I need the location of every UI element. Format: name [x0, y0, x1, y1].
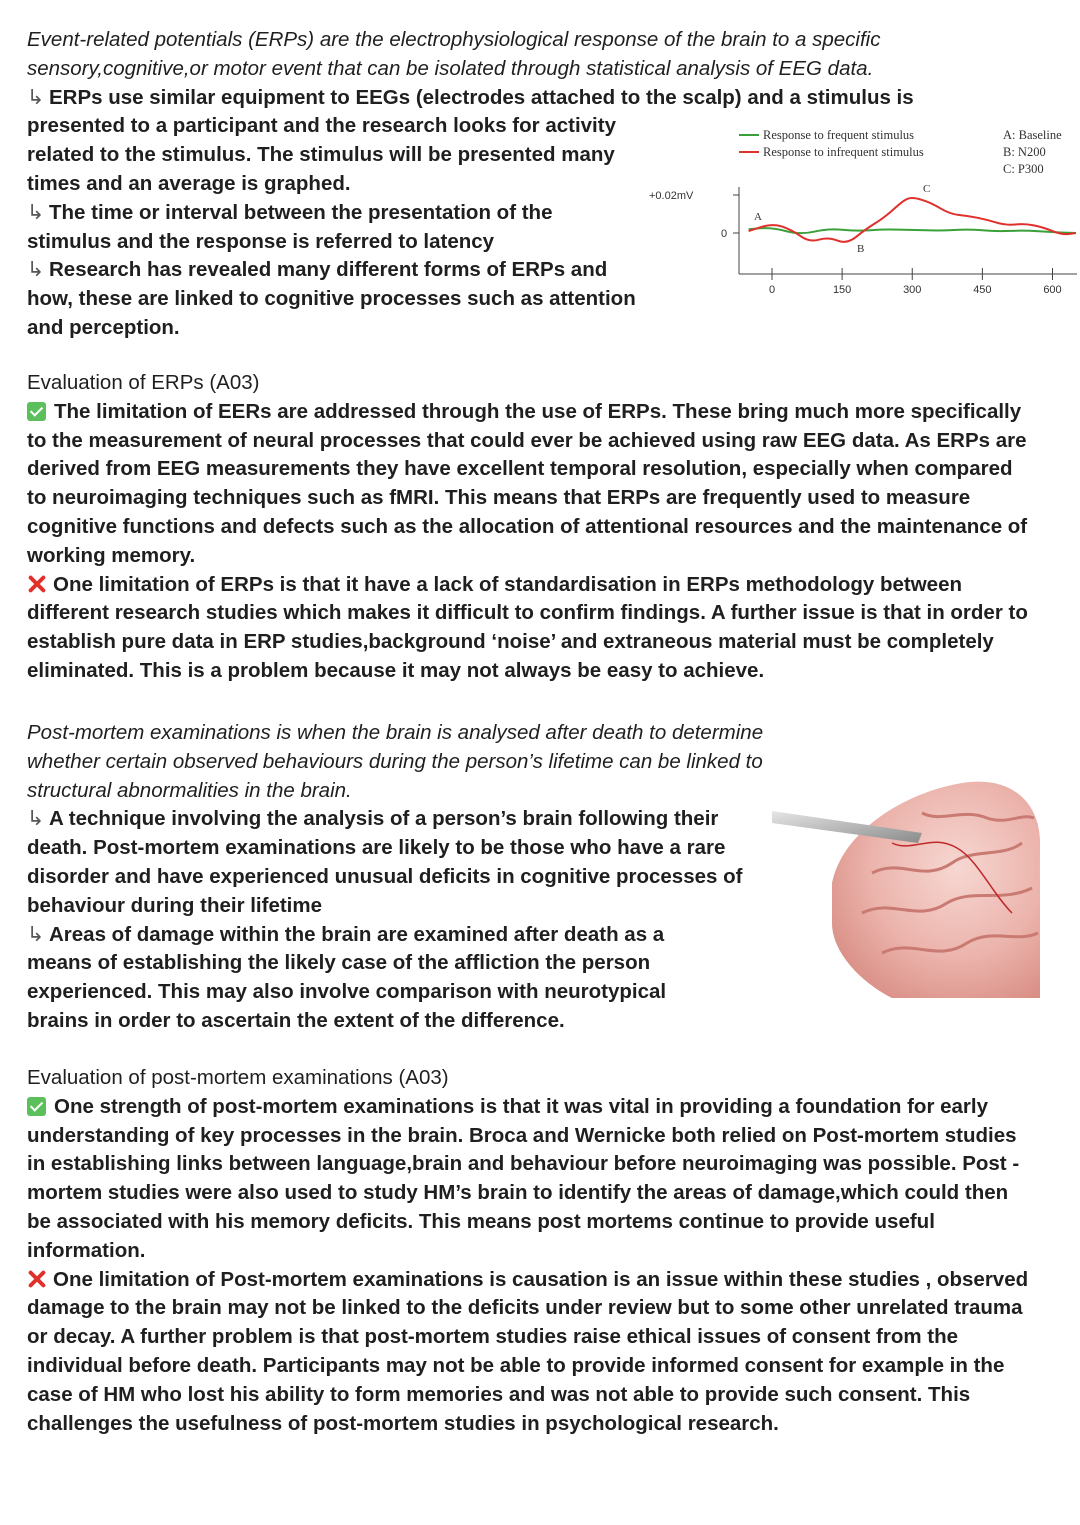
erp-point-3: ↳ Research has revealed many different forms of ERPs and how, these are linked to cognitive processes such as attention and perception. — [27, 258, 636, 339]
erp-point-2: ↳ The time or interval between the presentation of the stimulus and the response is referred to latency — [27, 200, 553, 253]
point-label-c: C — [923, 183, 931, 195]
arrow-icon: ↳ — [27, 85, 45, 109]
pm-evaluation-section — [27, 1064, 1037, 1438]
x-tick-label: 150 — [832, 284, 852, 296]
post-mortem-section — [27, 719, 787, 1036]
legend-frequent: Response to frequent stimulus — [763, 128, 915, 142]
cross-icon — [27, 1269, 47, 1289]
erp-eval-strength: The limitation of EERs are addressed through the use of ERPs. These bring much more specifically to the measurement of neural processes that could ever be achieved using raw EEG data. As ERPs are derived from EEG measurements they have excellent temporal resolution, especially when compared to neuroimaging techniques such as fMRI. This means that ERPs are frequently used to measure cognitive functions and defects such as the allocation of attentional resources and the maintenance of working memory. — [27, 399, 1028, 567]
y-axis-label: +0.02mV — [649, 190, 694, 202]
pm-intro: Post-mortem examinations is when the brain is analysed after death to determine whether certain observed behaviours during the person’s lifetime can be linked to structural abnormalities in the brain. — [27, 721, 764, 802]
point-label-b: B — [857, 243, 865, 255]
key-a: A: Baseline — [1003, 128, 1062, 142]
brain-dissection-image — [772, 763, 1042, 998]
erp-evaluation-section — [27, 369, 1037, 686]
pm-point-2: ↳ Areas of damage within the brain are examined after death as a means of establishing the likely case of the affliction the person experienced. This may also involve comparison with neurotypical brains in order to ascertain the extent of the difference. — [27, 922, 667, 1032]
check-icon — [27, 1097, 46, 1116]
erp-point-1-cont: presented to a participant and the research looks for activity related to the stimulus. The stimulus will be presented many times and an average is graphed. — [27, 114, 616, 195]
pm-point-1: ↳ A technique involving the analysis of a person’s brain following their death. Post-mortem examinations are likely to be those who have a rare disorder and have experienced unusual deficits in cognitive processes of behaviour during their lifetime — [27, 807, 743, 917]
y-zero-label: 0 — [721, 228, 728, 240]
erp-eval-limitation: One limitation of ERPs is that it have a lack of standardisation in ERPs methodology between different research studies which makes it difficult to confirm findings. A further issue is that in order to establish pure data in ERP studies,background ‘noise’ and extraneous material must be completely eliminated. This is a problem because it may not always be easy to achieve. — [27, 572, 1028, 682]
check-icon — [27, 402, 46, 421]
erp-intro: Event-related potentials (ERPs) are the electrophysiological response of the brain to a specific sensory,cognitive,or motor event that can be isolated through statistical analysis of EEG data. — [27, 28, 881, 80]
arrow-icon: ↳ — [27, 922, 45, 946]
erp-waveform-chart — [647, 122, 1080, 302]
arrow-icon: ↳ — [27, 258, 45, 282]
x-ticks — [769, 268, 1062, 296]
key-c: C: P300 — [1003, 162, 1044, 176]
x-tick-label: 450 — [973, 284, 992, 296]
x-tick-label: 300 — [903, 284, 922, 296]
arrow-icon: ↳ — [27, 807, 45, 831]
arrow-icon: ↳ — [27, 200, 45, 224]
pm-eval-heading: Evaluation of post-mortem examinations (A03) — [27, 1066, 449, 1089]
series-infrequent-line — [749, 198, 1076, 242]
erp-eval-heading: Evaluation of ERPs (A03) — [27, 371, 260, 394]
key-b: B: N200 — [1003, 145, 1046, 159]
legend-infrequent: Response to infrequent stimulus — [763, 145, 924, 159]
x-tick-label: 0 — [768, 284, 776, 296]
brain-shape — [832, 782, 1040, 998]
series-frequent-line — [749, 228, 1076, 233]
point-label-a: A — [754, 211, 762, 223]
pm-eval-limitation: One limitation of Post-mortem examinations is causation is an issue within these studies , observed damage to the brain may not be linked to the deficits under review but to some other unrelated trauma or decay. A further problem is that post-mortem studies raise ethical issues of consent from the individual before death. Participants may not be able to provide informed consent for example in the case of HM who lost his ability to form memories and was not able to provide such consent. This challenges the usefulness of post-mortem studies in psychological research. — [27, 1267, 1029, 1435]
erp-point-1: ↳ ERPs use similar equipment to EEGs (electrodes attached to the scalp) and a stimulus is — [27, 84, 1037, 113]
cross-icon — [27, 574, 47, 594]
pm-eval-strength: One strength of post-mortem examinations is that it was vital in providing a foundation for early understanding of key processes in the brain. Broca and Wernicke both relied on Post-mortem studies in establishing links between language,brain and behaviour before neuroimaging was possible. Post -mortem studies were also used to study HM’s brain to identify the areas of damage,which could then be associated with his memory deficits. This means post mortems continue to provide useful information. — [27, 1094, 1020, 1262]
x-tick-label: 600 — [1043, 284, 1062, 296]
